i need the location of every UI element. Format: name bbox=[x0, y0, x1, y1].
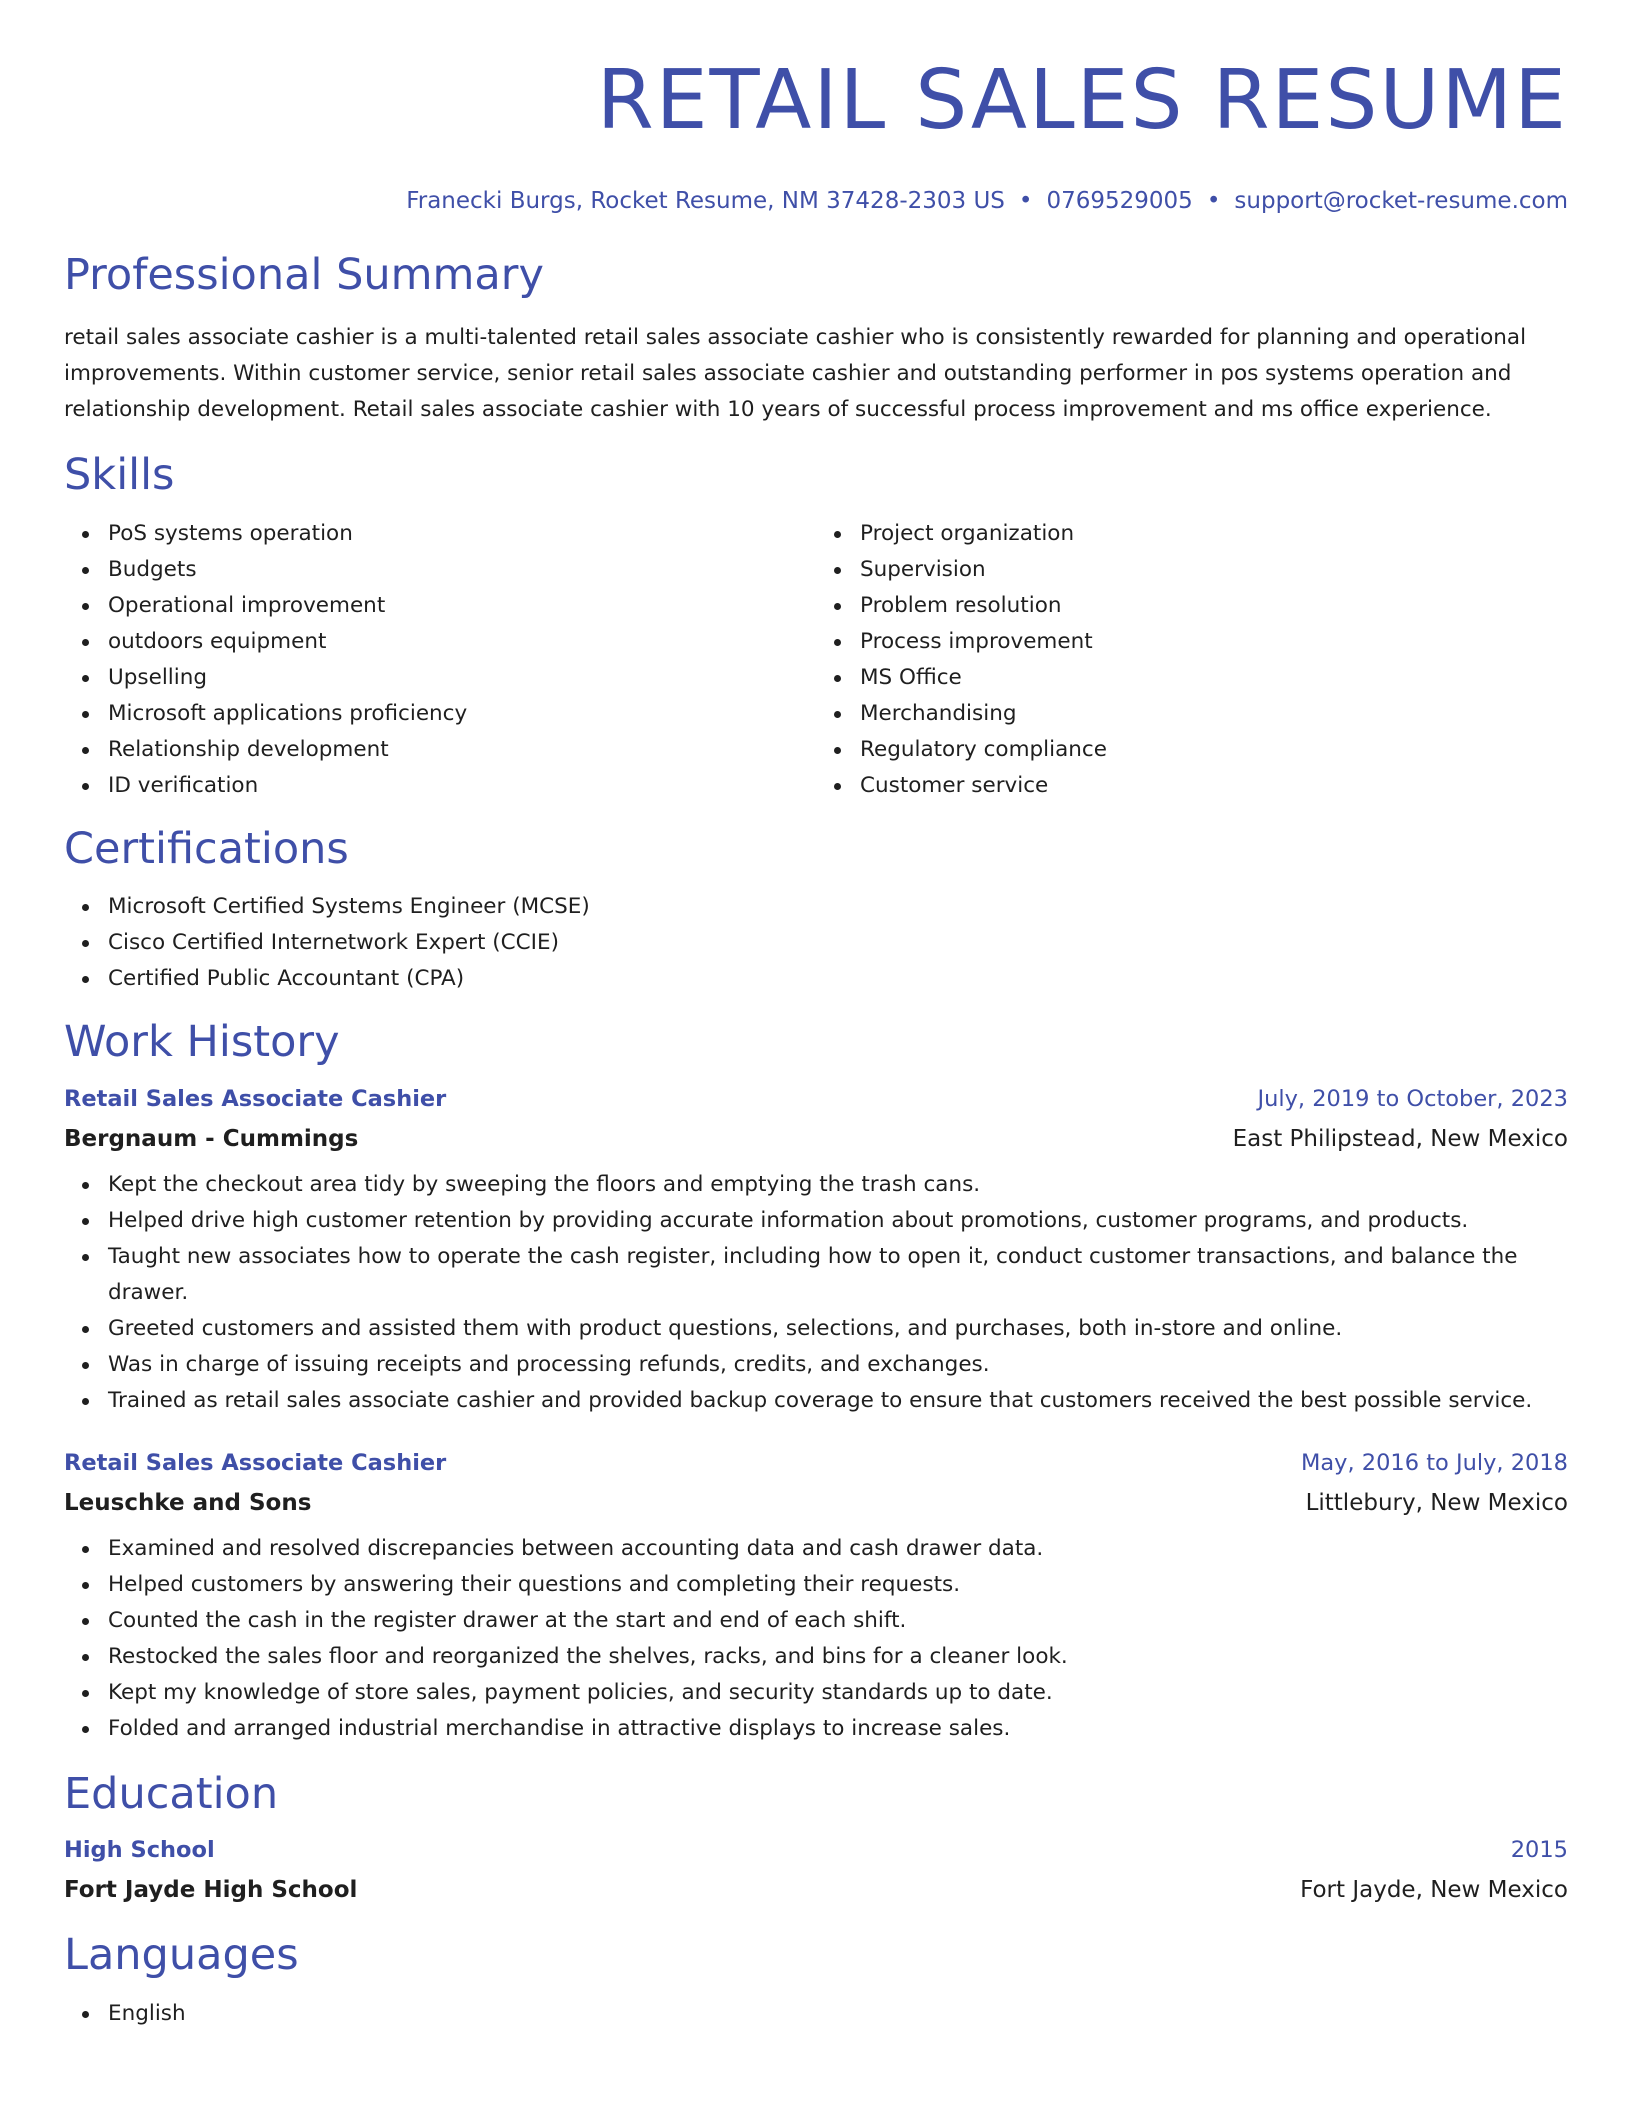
job-employer: Bergnaum - Cummings bbox=[64, 1125, 359, 1152]
skill-item: Customer service bbox=[860, 768, 1568, 804]
languages-list bbox=[64, 1996, 1568, 2032]
job-bullet: Kept my knowledge of store sales, payment policies, and security standards up to date. bbox=[108, 1675, 1568, 1711]
skill-item: ID verification bbox=[108, 768, 816, 804]
contact-address: Franecki Burgs, Rocket Resume, NM 37428-2303 US bbox=[406, 187, 1005, 214]
skill-item: Project organization bbox=[860, 516, 1568, 552]
certifications-section bbox=[64, 824, 1568, 998]
job-employer-row bbox=[64, 1119, 1568, 1159]
language-item: English bbox=[108, 1996, 1568, 2032]
education-school: Fort Jayde High School bbox=[64, 1877, 358, 1904]
education-heading: Education bbox=[64, 1768, 279, 1819]
certification-item: Microsoft Certified Systems Engineer (MCSE) bbox=[108, 889, 1568, 925]
job-bullet: Greeted customers and assisted them with product questions, selections, and purchases, both in-store and online. bbox=[108, 1311, 1568, 1347]
skill-item: Microsoft applications proficiency bbox=[108, 696, 816, 732]
skill-item: Operational improvement bbox=[108, 588, 816, 624]
skill-item: Problem resolution bbox=[860, 588, 1568, 624]
education-school-row bbox=[64, 1870, 1568, 1910]
skill-item: Supervision bbox=[860, 552, 1568, 588]
skills-column-right bbox=[816, 516, 1568, 804]
summary-heading: Professional Summary bbox=[64, 250, 544, 301]
job-bullet: Folded and arranged industrial merchandise in attractive displays to increase sales. bbox=[108, 1711, 1568, 1747]
job-bullet: Taught new associates how to operate the cash register, including how to open it, conduct customer transactions, and balance the drawer. bbox=[108, 1239, 1568, 1311]
job-bullet: Helped customers by answering their questions and completing their requests. bbox=[108, 1567, 1568, 1603]
job-dates: May, 2016 to July, 2018 bbox=[1300, 1449, 1568, 1476]
job-bullets bbox=[64, 1167, 1568, 1419]
job-bullet: Restocked the sales floor and reorganized the shelves, racks, and bins for a cleaner look. bbox=[108, 1639, 1568, 1675]
contact-line bbox=[64, 187, 1568, 217]
certification-item: Cisco Certified Internetwork Expert (CCIE) bbox=[108, 925, 1568, 961]
skill-item: Process improvement bbox=[860, 624, 1568, 660]
job-title: Retail Sales Associate Cashier bbox=[64, 1449, 447, 1476]
bullet-separator: • bbox=[1206, 187, 1221, 214]
job-bullet: Helped drive high customer retention by providing accurate information about promotions, customer programs, and products. bbox=[108, 1203, 1568, 1239]
contact-email[interactable]: support@rocket-resume.com bbox=[1234, 187, 1568, 214]
skill-item: Relationship development bbox=[108, 732, 816, 768]
skills-grid bbox=[64, 516, 1568, 804]
certifications-heading: Certifications bbox=[64, 823, 349, 874]
job-title: Retail Sales Associate Cashier bbox=[64, 1085, 447, 1112]
skill-item: outdoors equipment bbox=[108, 624, 816, 660]
skill-item: PoS systems operation bbox=[108, 516, 816, 552]
job-bullets bbox=[64, 1531, 1568, 1747]
skills-heading: Skills bbox=[64, 449, 175, 500]
job-entry bbox=[64, 1443, 1568, 1747]
job-bullet: Examined and resolved discrepancies between accounting data and cash drawer data. bbox=[108, 1531, 1568, 1567]
job-location: Littlebury, New Mexico bbox=[1305, 1489, 1568, 1516]
skill-item: MS Office bbox=[860, 660, 1568, 696]
summary-text: retail sales associate cashier is a multi-talented retail sales associate cashier who is consistently rewarded for planning and operational improvements. Within customer service, senior retail sales associate cashier and outstanding performer in pos systems operation and relationship development. Retail sales associate cashier with 10 years of successful process improvement and ms office experience. bbox=[64, 324, 1527, 422]
education-entry bbox=[64, 1830, 1568, 1910]
job-bullet: Trained as retail sales associate cashier and provided backup coverage to ensure that customers received the best possible service. bbox=[108, 1383, 1568, 1419]
education-degree-row bbox=[64, 1830, 1568, 1870]
resume-title: RETAIL SALES RESUME bbox=[596, 53, 1568, 148]
certification-item: Certified Public Accountant (CPA) bbox=[108, 961, 1568, 997]
job-employer: Leuschke and Sons bbox=[64, 1489, 312, 1516]
job-bullet: Kept the checkout area tidy by sweeping the floors and emptying the trash cans. bbox=[108, 1167, 1568, 1203]
skill-item: Regulatory compliance bbox=[860, 732, 1568, 768]
languages-heading: Languages bbox=[64, 1930, 299, 1981]
education-year: 2015 bbox=[1510, 1837, 1568, 1864]
job-location: East Philipstead, New Mexico bbox=[1232, 1125, 1568, 1152]
education-degree: High School bbox=[64, 1837, 215, 1864]
job-entry bbox=[64, 1079, 1568, 1419]
summary-section bbox=[64, 250, 1568, 428]
bullet-separator: • bbox=[1018, 187, 1033, 214]
work-history-heading: Work History bbox=[64, 1017, 340, 1068]
skill-item: Upselling bbox=[108, 660, 816, 696]
contact-phone[interactable]: 0769529005 bbox=[1046, 187, 1193, 214]
job-employer-row bbox=[64, 1483, 1568, 1523]
skills-column-left bbox=[64, 516, 816, 804]
work-history-section bbox=[64, 1017, 1568, 1747]
job-title-row bbox=[64, 1443, 1568, 1483]
resume-header bbox=[64, 50, 1568, 216]
education-location: Fort Jayde, New Mexico bbox=[1300, 1877, 1568, 1904]
skills-section bbox=[64, 450, 1568, 804]
job-bullet: Counted the cash in the register drawer at the start and end of each shift. bbox=[108, 1603, 1568, 1639]
job-title-row bbox=[64, 1079, 1568, 1119]
skill-item: Budgets bbox=[108, 552, 816, 588]
job-dates: July, 2019 to October, 2023 bbox=[1257, 1085, 1568, 1112]
languages-section bbox=[64, 1930, 1568, 2032]
certifications-list bbox=[64, 889, 1568, 997]
skill-item: Merchandising bbox=[860, 696, 1568, 732]
education-section bbox=[64, 1769, 1568, 1911]
job-bullet: Was in charge of issuing receipts and processing refunds, credits, and exchanges. bbox=[108, 1347, 1568, 1383]
